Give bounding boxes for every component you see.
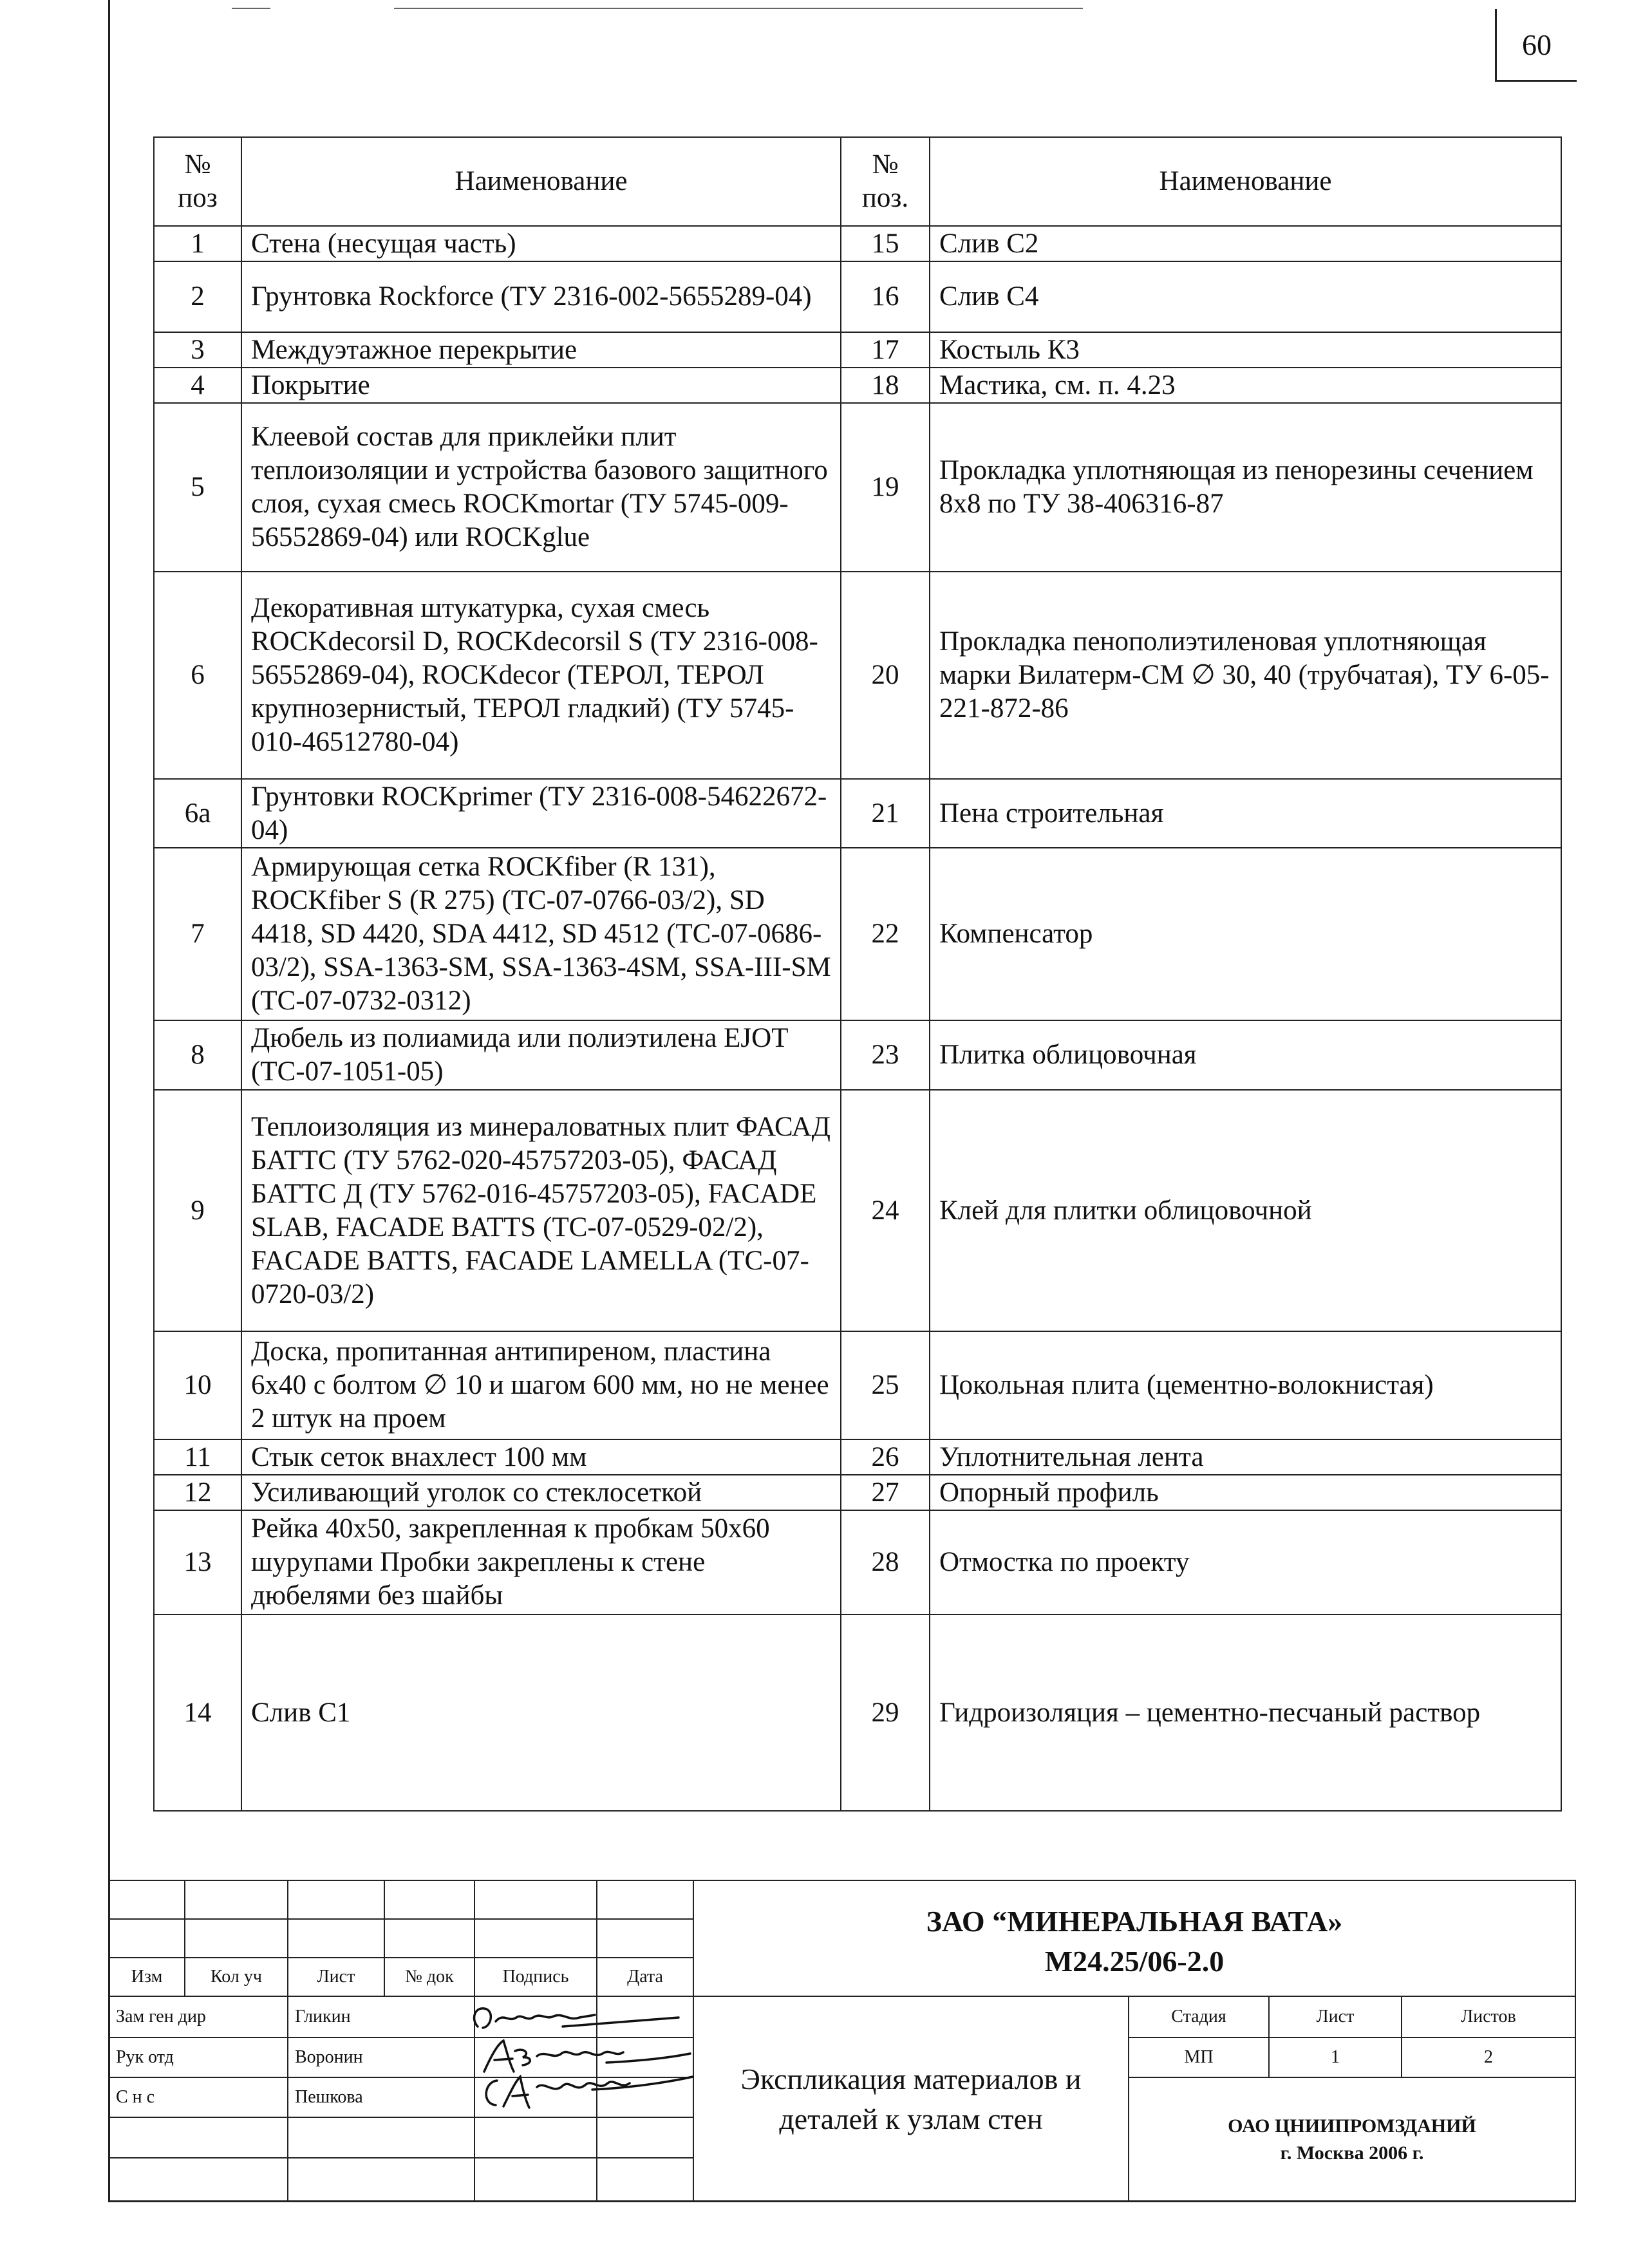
row-name-2: Костыль К3 [930,332,1561,368]
table-row [154,1439,1561,1475]
row-name-2: Слив С2 [930,226,1561,261]
row-num: 1 [154,226,241,261]
sheets-value: 2 [1402,2037,1575,2077]
row-num-2: 20 [841,572,930,779]
col-podpis: Подпись [474,1958,597,1996]
header-num-2: № поз. [841,137,930,226]
row-name: Теплоизоляция из минераловатных плит ФАСАД БАТТС (ТУ 5762-020-45757203-05), ФАСАД БАТТС Д (ТУ 5762-016-45757203-05), FACADE SLAB, FACADE BATTS (ТС-07-0529-02/2), FACADE BATTS, FACADE LAMELLA (ТС-07-0720-03/2) [241,1090,841,1331]
row-name: Декоративная штукатурка, сухая смесь ROCKdecorsil D, ROCKdecorsil S (ТУ 2316-008-56552869-04), ROCKdecor (ТЕРОЛ, ТЕРОЛ крупнозернистый, ТЕРОЛ гладкий) (ТУ 5745-010-46512780-04) [241,572,841,779]
table-row [154,1020,1561,1090]
table-row [154,1510,1561,1615]
row-num-2: 25 [841,1331,930,1439]
row-num-2: 23 [841,1020,930,1090]
row-num-2: 19 [841,403,930,572]
description-cell [693,1996,1129,2202]
row-name: Клеевой состав для приклейки плит теплоизоляции и устройства базового защитного слоя, сухая смесь ROCKmortar (ТУ 5745-009-56552869-04) или ROCKglue [241,403,841,572]
table-row [154,572,1561,779]
signature-peshkova [478,2068,697,2117]
row-num: 14 [154,1615,241,1811]
row-name-2: Клей для плитки облицовочной [930,1090,1561,1331]
row-name-2: Уплотнительная лента [930,1439,1561,1475]
col-data: Дата [597,1958,693,1996]
materials-table [153,136,1562,1812]
stage-label: Стадия [1129,1996,1269,2037]
staff-name: Воронин [288,2037,474,2077]
row-num: 10 [154,1331,241,1439]
table-row [154,1615,1561,1811]
row-num-2: 28 [841,1510,930,1615]
row-name: Покрытие [241,368,841,403]
row-name-2: Плитка облицовочная [930,1020,1561,1090]
row-num: 4 [154,368,241,403]
table-row [154,403,1561,572]
row-name: Слив С1 [241,1615,841,1811]
doc-code: М24.25/06-2.0 [1044,1945,1225,1978]
row-name: Стена (несущая часть) [241,226,841,261]
staff-role: Рук отд [109,2037,288,2077]
row-name-2: Прокладка пенополиэтиленовая уплотняющая марки Вилатерм-СМ ∅ 30, 40 (трубчатая), ТУ 6-05-221-872-86 [930,572,1561,779]
col-n-dok: № док [384,1958,474,1996]
row-num-2: 22 [841,848,930,1020]
row-name-2: Мастика, см. п. 4.23 [930,368,1561,403]
table-row [154,1331,1561,1439]
page-number: 60 [1522,28,1552,61]
table-row [154,779,1561,848]
row-name-2: Прокладка уплотняющая из пенорезины сечением 8x8 по ТУ 38-406316-87 [930,403,1561,572]
row-name: Дюбель из полиамида или полиэтилена EJOT (ТС-07-1051-05) [241,1020,841,1090]
stage-value: МП [1129,2037,1269,2077]
frame-left-border [108,0,110,2202]
row-num-2: 17 [841,332,930,368]
staff-role: С н с [109,2077,288,2117]
row-num-2: 26 [841,1439,930,1475]
header-name: Наименование [241,137,841,226]
staff-name: Пешкова [288,2077,474,2117]
city-year: г. Москва 2006 г. [1280,2142,1424,2164]
table-row [154,848,1561,1020]
table-row [154,1475,1561,1510]
header-name-2: Наименование [930,137,1561,226]
description: Экспликация материалов и деталей к узлам стен [740,2062,1082,2135]
col-izm: Изм [109,1958,185,1996]
row-num: 12 [154,1475,241,1510]
row-name: Междуэтажное перекрытие [241,332,841,368]
sheet-value: 1 [1269,2037,1402,2077]
title-block [108,1880,1576,2202]
institute-name: ОАО ЦНИИПРОМЗДАНИЙ [1228,2115,1476,2137]
table-row [154,368,1561,403]
row-name-2: Компенсатор [930,848,1561,1020]
row-name: Доска, пропитанная антипиреном, пластина 6x40 с болтом ∅ 10 и шагом 600 мм, но не менее 2 штук на проем [241,1331,841,1439]
row-num: 2 [154,261,241,332]
row-num: 5 [154,403,241,572]
row-name: Грунтовка Rockforce (ТУ 2316-002-5655289-04) [241,261,841,332]
row-name-2: Цокольная плита (цементно-волокнистая) [930,1331,1561,1439]
row-name-2: Опорный профиль [930,1475,1561,1510]
page-number-box [1495,9,1577,82]
row-num-2: 27 [841,1475,930,1510]
row-num-2: 29 [841,1615,930,1811]
row-name-2: Слив С4 [930,261,1561,332]
row-name: Армирующая сетка ROCKfiber (R 131), ROCKfiber S (R 275) (ТС-07-0766-03/2), SD 4418, SD 4420, SDA 4412, SD 4512 (ТС-07-0686-03/2), SSA-1363-SM, SSA-1363-4SM, SSA-III-SM (ТС-07-0732-0312) [241,848,841,1020]
staff-role: Зам ген дир [109,1996,288,2037]
row-name-2: Гидроизоляция – цементно-песчаный раствор [930,1615,1561,1811]
row-num-2: 15 [841,226,930,261]
row-num: 11 [154,1439,241,1475]
table-header-row [154,137,1561,226]
row-num: 8 [154,1020,241,1090]
row-num-2: 16 [841,261,930,332]
header-num: № поз [154,137,241,226]
col-list: Лист [288,1958,384,1996]
table-row [154,226,1561,261]
row-num: 6 [154,572,241,779]
row-name: Стык сеток внахлест 100 мм [241,1439,841,1475]
top-rule-short [232,8,270,9]
row-num: 9 [154,1090,241,1331]
row-num-2: 18 [841,368,930,403]
row-name-2: Пена строительная [930,779,1561,848]
table-row [154,332,1561,368]
sheets-label: Листов [1402,1996,1575,2037]
table-row [154,1090,1561,1331]
staff-name: Гликин [288,1996,474,2037]
top-rule-long [394,8,1083,9]
row-num: 3 [154,332,241,368]
row-name: Грунтовки ROCKprimer (ТУ 2316-008-54622672-04) [241,779,841,848]
sheet-label: Лист [1269,1996,1402,2037]
col-kol-uch: Кол уч [185,1958,288,1996]
table-row [154,261,1561,332]
org-name: ЗАО “МИНЕРАЛЬНАЯ ВАТА» [926,1905,1343,1938]
row-num: 7 [154,848,241,1020]
row-num: 13 [154,1510,241,1615]
row-name: Рейка 40x50, закрепленная к пробкам 50x60 шурупами Пробки закреплены к стене дюбелями без шайбы [241,1510,841,1615]
institute-cell [1129,2077,1575,2202]
row-num-2: 24 [841,1090,930,1331]
title-org-cell [693,1880,1575,1996]
row-name-2: Отмостка по проекту [930,1510,1561,1615]
row-name: Усиливающий уголок со стеклосеткой [241,1475,841,1510]
row-num: 6а [154,779,241,848]
row-num-2: 21 [841,779,930,848]
